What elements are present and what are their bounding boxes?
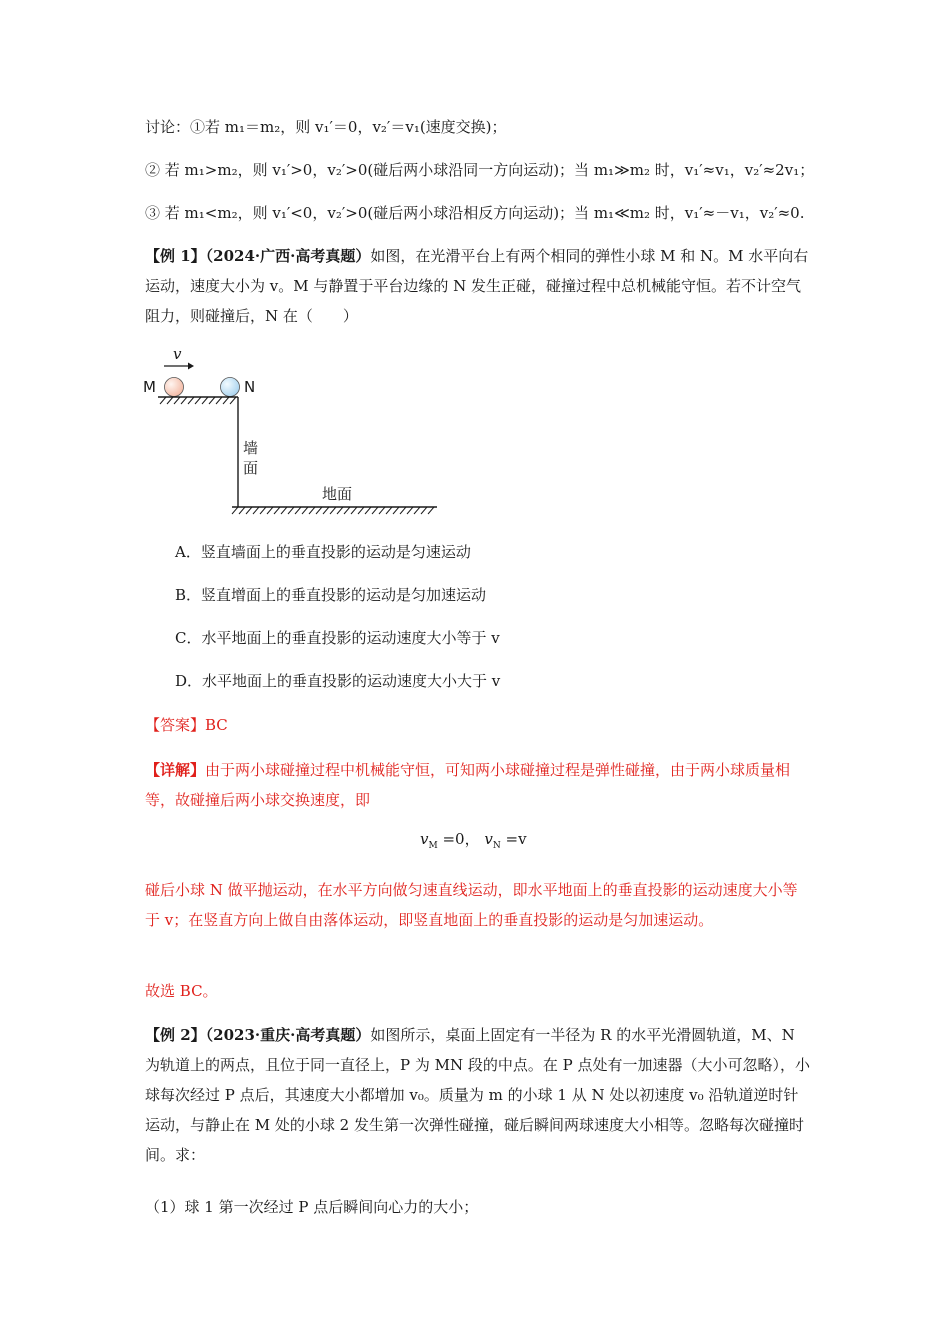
ground-hatch-stroke — [358, 507, 364, 514]
ground-hatch-stroke — [407, 507, 413, 514]
platform-hatch-stroke — [216, 397, 222, 404]
example-1-source: （2024·广西·高考真题） — [205, 247, 371, 265]
ground-hatch-stroke — [365, 507, 371, 514]
ground-hatch-stroke — [379, 507, 385, 514]
velocity-arrow-head — [188, 363, 194, 370]
ground-hatch-stroke — [386, 507, 392, 514]
platform-hatch-stroke — [209, 397, 215, 404]
ground-hatch-stroke — [246, 507, 252, 514]
detail-paragraph-2: 碰后小球 N 做平抛运动，在水平方向做匀速直线运动，即水平地面上的垂直投影的运动速度大小等于 v；在竖直方向上做自由落体运动，即竖直地面上的垂直投影的运动是匀加速运动。 — [145, 881, 798, 929]
example-2-question — [145, 1020, 810, 1170]
platform-hatch-stroke — [195, 397, 201, 404]
eq-v2: v — [484, 830, 493, 848]
discussion-line-2: ② 若 m₁>m₂，则 v₁′>0，v₂′>0(碰后两小球沿同一方向运动)；当 m₁≫m₂ 时，v₁′≈v₁，v₂′≈2v₁； — [145, 161, 815, 179]
ball-m-label: M — [143, 378, 156, 396]
ground-hatch-stroke — [232, 507, 238, 514]
detail-text-1: 由于两小球碰撞过程中机械能守恒，可知两小球碰撞过程是弹性碰撞，由于两小球质量相等，故碰撞后两小球交换速度，即 — [145, 761, 791, 809]
detail-tag: 【详解】 — [145, 761, 206, 779]
ground-hatch-stroke — [281, 507, 287, 514]
option-b: B．竖直增面上的垂直投影的运动是匀加速运动 — [175, 586, 487, 604]
example-2-subquestion-1: （1）球 1 第一次经过 P 点后瞬间向心力的大小； — [145, 1198, 479, 1216]
ground-hatch-stroke — [323, 507, 329, 514]
discussion-line-1: 讨论：①若 m₁＝m₂，则 v₁′＝0，v₂′＝v₁(速度交换)； — [145, 118, 507, 136]
ground-hatch-stroke — [393, 507, 399, 514]
example-1-tag: 【例 1】 — [145, 247, 206, 265]
ground-hatch-stroke — [253, 507, 259, 514]
discussion-line-3: ③ 若 m₁<m₂，则 v₁′<0，v₂′>0(碰后两小球沿相反方向运动)；当 m₁≪m₂ 时，v₁′≈－v₁，v₂′≈0. — [145, 204, 805, 222]
ground-hatch-stroke — [428, 507, 434, 514]
ground-hatching — [232, 507, 434, 514]
ground-hatch-stroke — [302, 507, 308, 514]
ground-hatch-stroke — [316, 507, 322, 514]
ball-m — [165, 378, 184, 397]
ground-hatch-stroke — [260, 507, 266, 514]
platform-hatch-stroke — [160, 397, 166, 404]
ground-label: 地面 — [322, 485, 353, 503]
ground-hatch-stroke — [414, 507, 420, 514]
platform-hatch-stroke — [188, 397, 194, 404]
ground-hatch-stroke — [330, 507, 336, 514]
example-1-question — [145, 241, 810, 331]
velocity-equation — [420, 828, 527, 851]
ball-n-label: N — [244, 378, 256, 396]
example-2-tag: 【例 2】 — [145, 1026, 206, 1044]
example-2-source: （2023·重庆·高考真题） — [205, 1026, 371, 1044]
platform-hatch-stroke — [174, 397, 180, 404]
eq-sub-n: N — [492, 841, 501, 851]
example-1-text: 如图，在光滑平台上有两个相同的弹性小球 M 和 N。M 水平向右运动，速度大小为 v。M 与静置于平台边缘的 N 发生正碰，碰撞过程中总机械能守恒。若不计空气阻力，则碰撞后，N 在（ ） — [145, 247, 809, 325]
example-1-figure — [140, 343, 450, 523]
platform-wall-ground-diagram — [140, 343, 450, 523]
ground-hatch-stroke — [421, 507, 427, 514]
ground-hatch-stroke — [344, 507, 350, 514]
option-d: D．水平地面上的垂直投影的运动速度大小大于 v — [175, 672, 501, 690]
conclusion: 故选 BC。 — [145, 982, 218, 1000]
eq-rel-1: =0， — [437, 830, 480, 848]
ground-hatch-stroke — [274, 507, 280, 514]
example-2-text: 如图所示，桌面上固定有一半径为 R 的水平光滑圆轨道，M、N 为轨道上的两点，且位于同一直径上，P 为 MN 段的中点。在 P 点处有一加速器（大小可忽略），小球每次经过 P 点后，其速度大小都增加 v₀。质量为 m 的小球 1 从 N 处以初速度 v₀ 沿轨道逆时针运动，与静止在 M 处的小球 2 发生第一次弹性碰撞，碰后瞬间两球速度大小相等。忽略每次碰撞时间。求： — [145, 1026, 811, 1164]
detail-paragraph-1 — [145, 755, 810, 815]
ground-hatch-stroke — [267, 507, 273, 514]
eq-v1: v — [420, 830, 429, 848]
velocity-label: v — [173, 345, 182, 363]
eq-sub-m: M — [428, 841, 438, 851]
platform-hatch-stroke — [202, 397, 208, 404]
ground-hatch-stroke — [372, 507, 378, 514]
platform-hatch-stroke — [223, 397, 229, 404]
answer: 【答案】BC — [145, 716, 228, 734]
eq-rel-2: =v — [500, 830, 527, 848]
platform-hatch-stroke — [167, 397, 173, 404]
option-a: A．竖直墙面上的垂直投影的运动是匀速运动 — [175, 543, 471, 561]
option-c: C．水平地面上的垂直投影的运动速度大小等于 v — [175, 629, 500, 647]
ground-hatch-stroke — [400, 507, 406, 514]
ground-hatch-stroke — [295, 507, 301, 514]
ground-hatch-stroke — [239, 507, 245, 514]
wall-label-1: 墙 — [243, 439, 259, 457]
ground-hatch-stroke — [337, 507, 343, 514]
wall-label-2: 面 — [243, 459, 259, 477]
ground-hatch-stroke — [351, 507, 357, 514]
platform-hatching — [160, 397, 236, 404]
platform-hatch-stroke — [181, 397, 187, 404]
platform-hatch-stroke — [230, 397, 236, 404]
ground-hatch-stroke — [288, 507, 294, 514]
ground-hatch-stroke — [309, 507, 315, 514]
ball-n — [221, 378, 240, 397]
